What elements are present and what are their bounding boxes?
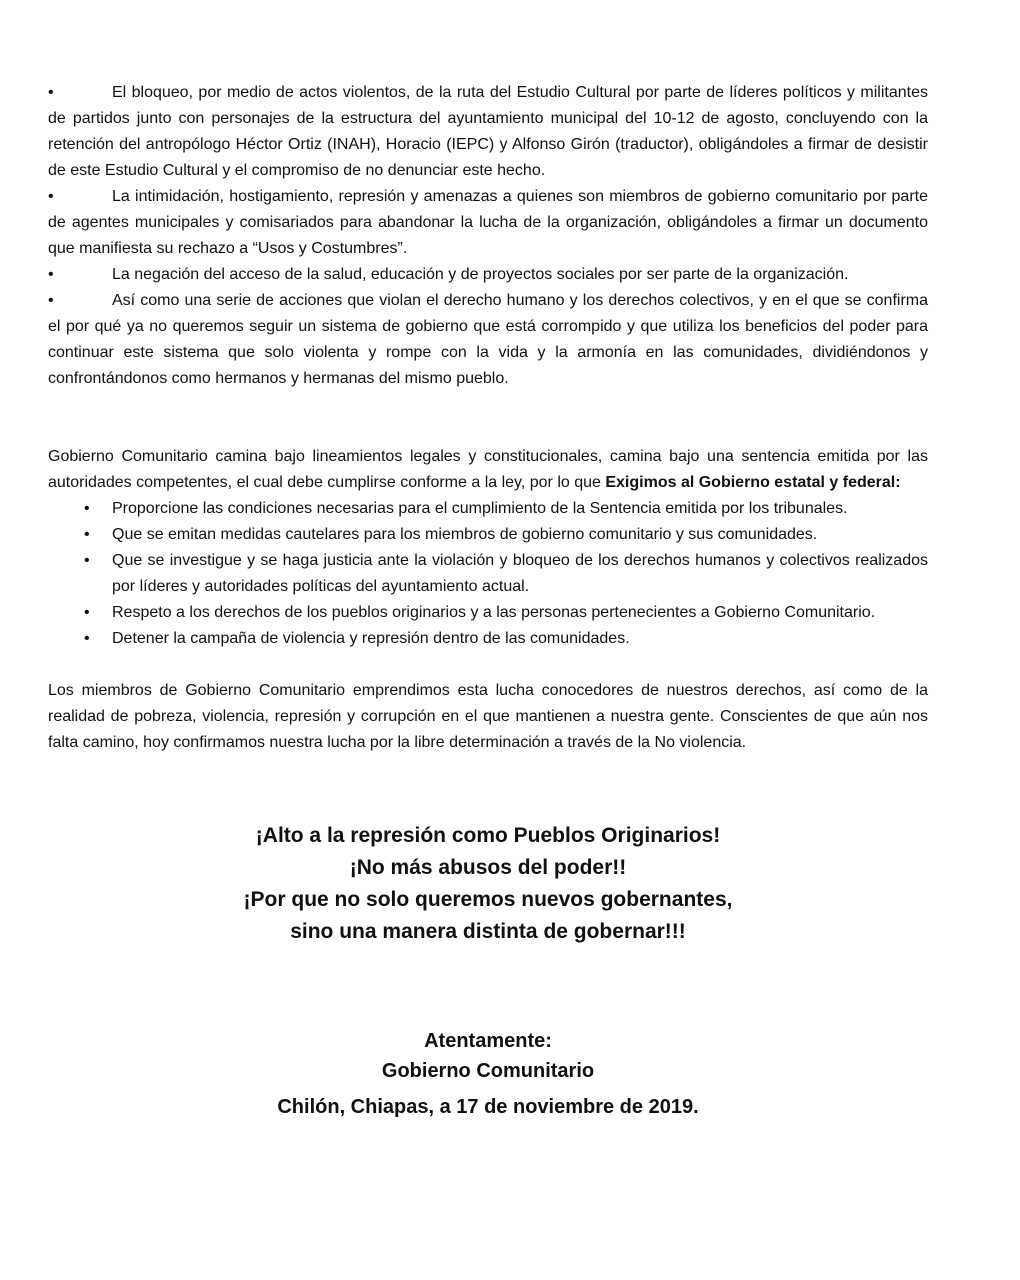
list-item-text: Que se investigue y se haga justicia ante la violación y bloqueo de los derechos humanos y colectivos realizados por líderes y autoridades políticas del ayuntamiento actual. (112, 552, 928, 595)
slogan-line: ¡Por que no solo queremos nuevos gobernantes, (243, 888, 733, 911)
list-item (48, 262, 928, 288)
list-item (48, 184, 928, 262)
bullet-icon: • (48, 188, 54, 205)
signature-block (48, 1026, 928, 1086)
list-item-text: Así como una serie de acciones que violan el derecho humano y los derechos colectivos, y en el que se confirma el por qué ya no queremos seguir un sistema de gobierno que está corrompido y que utiliza los beneficios del poder para continuar este sistema que solo violenta y rompe con la vida y la armonía en las comunidades, dividiéndonos y confrontándonos como hermanos y hermanas del mismo pueblo. (48, 292, 928, 387)
regards-line: Atentamente: (424, 1030, 552, 1052)
list-item-text: La intimidación, hostigamiento, represión y amenazas a quienes son miembros de gobierno comunitario por parte de agentes municipales y comisariados para abandonar la lucha de la organización, obligándoles a firmar un documento que manifiesta su rechazo a “Usos y Costumbres”. (48, 188, 928, 257)
slogans-block (48, 820, 928, 948)
bullet-icon: • (48, 266, 54, 283)
slogan-line: ¡No más abusos del poder!! (349, 856, 627, 879)
list-item-text: El bloqueo, por medio de actos violentos, de la ruta del Estudio Cultural por parte de líderes políticos y militantes de partidos junto con personajes de la estructura del ayuntamiento municipal del 10-12 de agosto, concluyendo con la retención del antropólogo Héctor Ortiz (INAH), Horacio (IEPC) y Alfonso Girón (traductor), obligándoles a firmar de desistir de este Estudio Cultural y el compromiso de no denunciar este hecho. (48, 84, 928, 179)
bullet-icon: • (84, 552, 90, 569)
bullet-icon: • (84, 526, 90, 543)
demands-list (48, 496, 928, 652)
bullet-icon: • (84, 500, 90, 517)
document-page (48, 80, 928, 1122)
intro-text: Gobierno Comunitario camina bajo lineamientos legales y constitucionales, camina bajo una sentencia emitida por las autoridades competentes, el cual debe cumplirse conforme a la ley, por lo que (48, 448, 928, 491)
list-item-text: Que se emitan medidas cautelares para los miembros de gobierno comunitario y sus comunidades. (112, 526, 818, 543)
list-item (48, 288, 928, 392)
list-item (48, 600, 928, 626)
bullet-icon: • (84, 630, 90, 647)
bullet-icon: • (48, 292, 54, 309)
demand-heading: Exigimos al Gobierno estatal y federal: (605, 474, 901, 491)
place-date: Chilón, Chiapas, a 17 de noviembre de 2019. (277, 1096, 699, 1118)
list-item (48, 626, 928, 652)
organization-name: Gobierno Comunitario (381, 1060, 595, 1082)
list-item (48, 522, 928, 548)
bullet-icon: • (84, 604, 90, 621)
list-item (48, 496, 928, 522)
closing-paragraph: Los miembros de Gobierno Comunitario emprendimos esta lucha conocedores de nuestros derechos, así como de la realidad de pobreza, violencia, represión y corrupción en el que mantienen a nuestra gente. Conscientes de que aún nos falta camino, hoy confirmamos nuestra lucha por la libre determinación a través de la No violencia. (48, 682, 928, 751)
list-item-text: Proporcione las condiciones necesarias para el cumplimiento de la Sentencia emitida por los tribunales. (112, 500, 848, 517)
intro-paragraph (48, 444, 928, 496)
slogan-line: sino una manera distinta de gobernar!!! (290, 920, 686, 943)
list-item-text: Detener la campaña de violencia y represión dentro de las comunidades. (112, 630, 630, 647)
list-item (48, 548, 928, 600)
slogan-line: ¡Alto a la represión como Pueblos Originarios! (255, 824, 721, 847)
violations-list (48, 80, 928, 392)
bullet-icon: • (48, 84, 54, 101)
list-item-text: La negación del acceso de la salud, educación y de proyectos sociales por ser parte de la organización. (112, 266, 849, 283)
list-item-text: Respeto a los derechos de los pueblos originarios y a las personas pertenecientes a Gobierno Comunitario. (112, 604, 876, 621)
list-item (48, 80, 928, 184)
